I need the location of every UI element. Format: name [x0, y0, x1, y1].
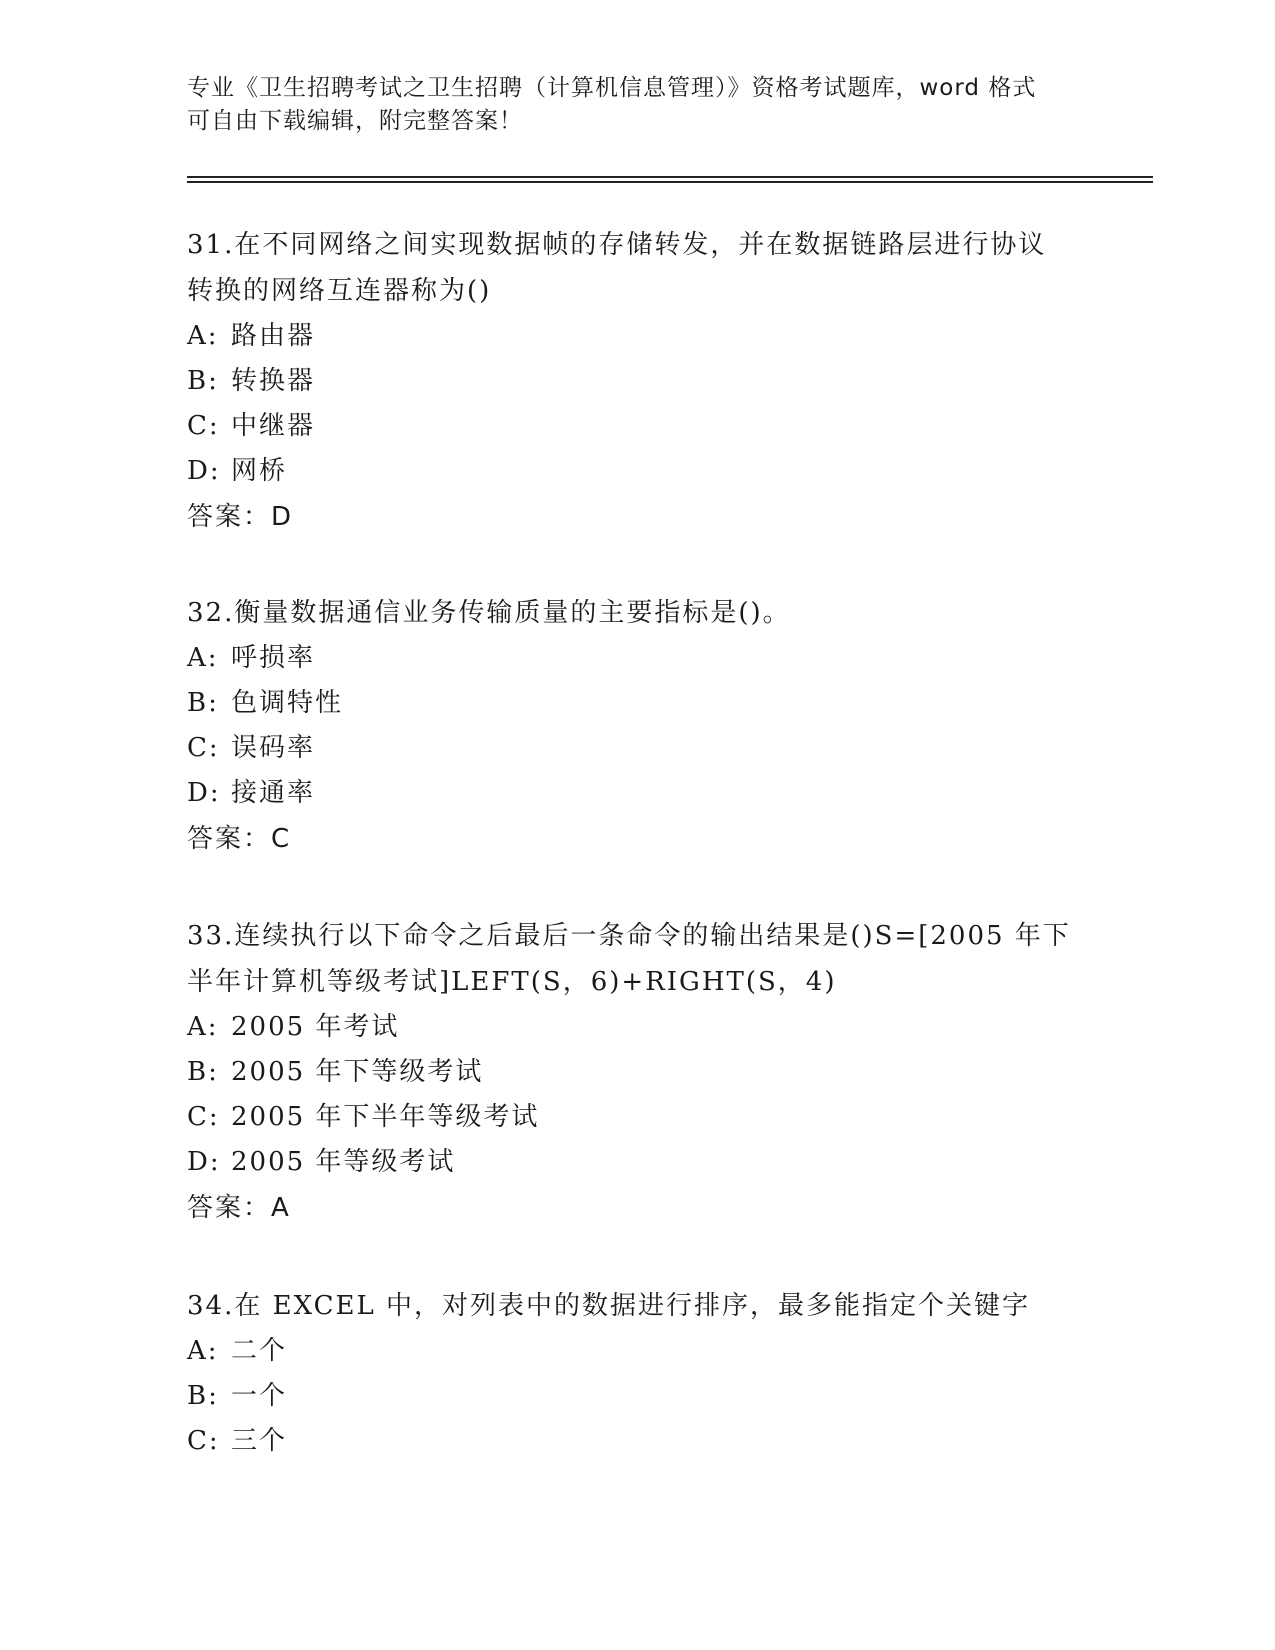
option-label: D:: [187, 778, 221, 808]
question-text: [187, 913, 1087, 1005]
header-line-1: 专业《卫生招聘考试之卫生招聘（计算机信息管理）》资格考试题库，word 格式: [187, 75, 1037, 101]
option-text: 转换器: [231, 366, 316, 396]
option-b: [187, 1374, 1087, 1419]
option-text: 接通率: [231, 778, 316, 808]
option-text: 一个: [231, 1381, 288, 1411]
question-34: [187, 1283, 1087, 1464]
header-line-2: 可自由下载编辑，附完整答案！: [187, 108, 523, 134]
option-label: B:: [187, 688, 219, 718]
option-b: [187, 359, 1087, 404]
option-d: [187, 449, 1087, 494]
question-line: 半年计算机等级考试]LEFT(S，6)+RIGHT(S，4): [187, 967, 837, 997]
option-label: C:: [187, 1426, 220, 1456]
question-line: 32.衡量数据通信业务传输质量的主要指标是()。: [187, 598, 791, 628]
option-a: [187, 314, 1087, 359]
option-b: [187, 681, 1087, 726]
option-label: C:: [187, 411, 220, 441]
question-32: [187, 590, 1087, 862]
option-a: [187, 1329, 1087, 1374]
document-header: [187, 72, 1067, 138]
option-label: C:: [187, 733, 220, 763]
option-d: [187, 1140, 1087, 1185]
option-label: B:: [187, 366, 219, 396]
option-label: A:: [187, 1012, 219, 1042]
question-line: 33.连续执行以下命令之后最后一条命令的输出结果是()S=[2005 年下: [187, 921, 1071, 951]
option-label: A:: [187, 1336, 219, 1366]
header-divider: [187, 176, 1153, 183]
question-line: 转换的网络互连器称为(): [187, 276, 492, 306]
option-text: 网桥: [231, 456, 288, 486]
question-33: [187, 913, 1087, 1231]
option-text: 误码率: [231, 733, 316, 763]
option-label: D:: [187, 1147, 221, 1177]
option-label: C:: [187, 1102, 220, 1132]
option-text: 中继器: [231, 411, 316, 441]
option-a: [187, 1005, 1087, 1050]
option-label: D:: [187, 456, 221, 486]
option-c: [187, 1419, 1087, 1464]
question-text: [187, 1283, 1087, 1329]
answer-line: 答案：C: [187, 824, 292, 854]
option-label: A:: [187, 643, 219, 673]
answer-line: 答案：A: [187, 1193, 291, 1223]
option-text: 三个: [231, 1426, 288, 1456]
option-c: [187, 726, 1087, 771]
option-text: 2005 年等级考试: [231, 1147, 456, 1177]
option-text: 二个: [231, 1336, 288, 1366]
option-d: [187, 771, 1087, 816]
answer-line: 答案：D: [187, 502, 294, 532]
option-a: [187, 636, 1087, 681]
option-c: [187, 1095, 1087, 1140]
option-label: B:: [187, 1381, 219, 1411]
question-line: 31.在不同网络之间实现数据帧的存储转发，并在数据链路层进行协议: [187, 230, 1047, 260]
option-c: [187, 404, 1087, 449]
option-text: 2005 年考试: [231, 1012, 400, 1042]
option-label: B:: [187, 1057, 219, 1087]
option-b: [187, 1050, 1087, 1095]
option-label: A:: [187, 321, 219, 351]
question-line: 34.在 EXCEL 中，对列表中的数据进行排序，最多能指定个关键字: [187, 1291, 1031, 1321]
question-text: [187, 590, 1087, 636]
option-text: 2005 年下半年等级考试: [231, 1102, 540, 1132]
option-text: 2005 年下等级考试: [231, 1057, 484, 1087]
question-31: [187, 222, 1087, 540]
option-text: 色调特性: [231, 688, 344, 718]
option-text: 路由器: [231, 321, 316, 351]
option-text: 呼损率: [231, 643, 316, 673]
question-text: [187, 222, 1087, 314]
